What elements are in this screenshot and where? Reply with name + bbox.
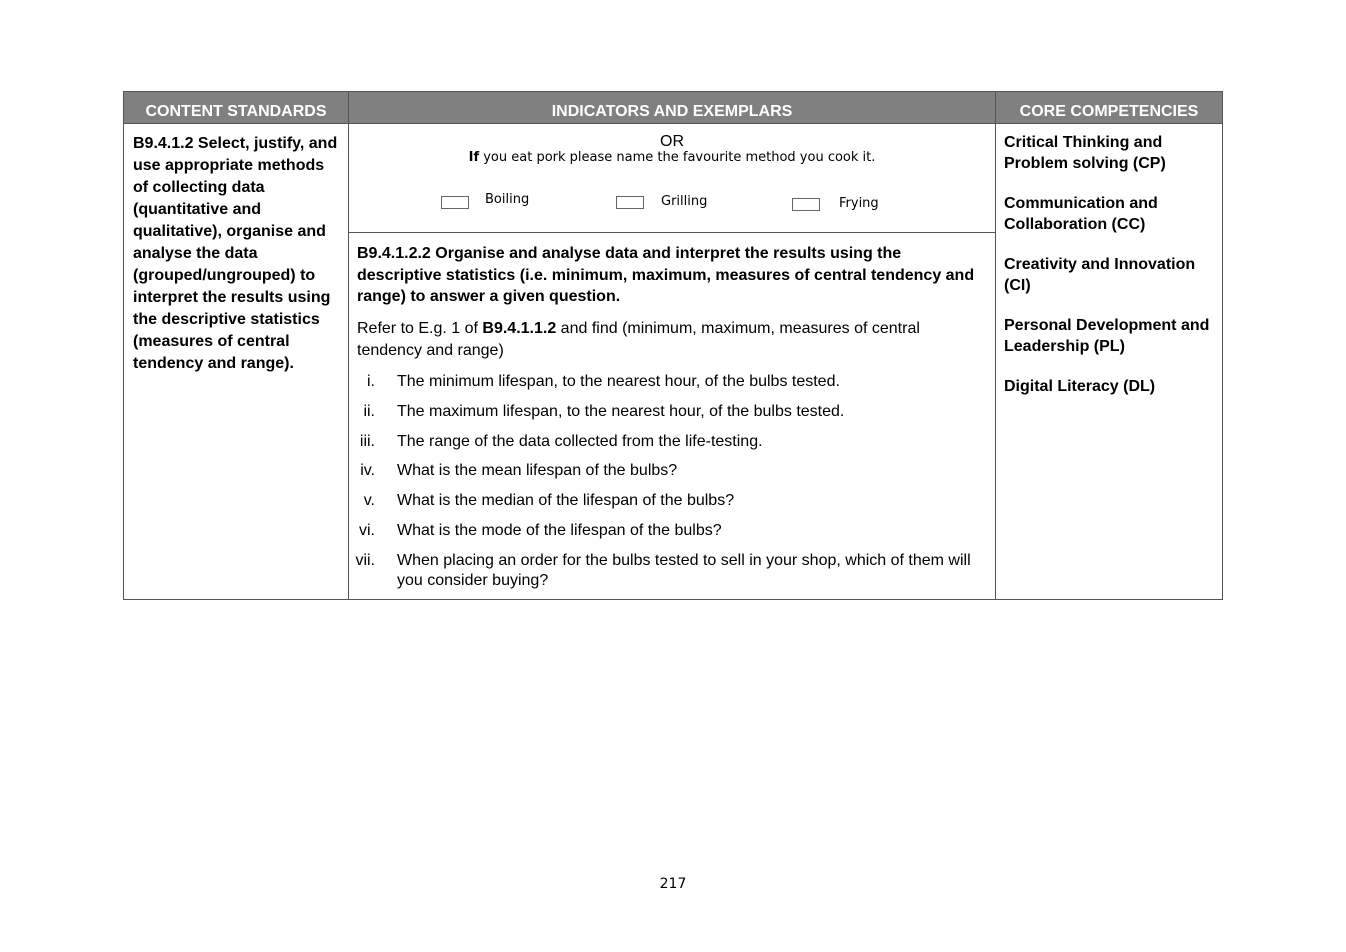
competency-item: Personal Development and Leadership (PL) [1004, 317, 1210, 355]
grilling-checkbox[interactable] [616, 196, 644, 209]
indicator-title: B9.4.1.2.2 Organise and analyse data and interpret the results using the descriptive statistics (i.e. minimum, maximum, measures of central tendency and range) to answer a given question. [357, 245, 975, 305]
list-item: The range of the data collected from the life-testing. [397, 433, 763, 450]
or-text: OR [660, 133, 684, 150]
header-indicators: INDICATORS AND EXEMPLARS [349, 92, 995, 123]
page-number: 217 [659, 876, 687, 892]
boiling-label: Boiling [485, 192, 530, 207]
header-content-standards: CONTENT STANDARDS [124, 92, 348, 123]
item-number: iii. [359, 433, 375, 450]
list-item: What is the mode of the lifespan of the bulbs? [397, 522, 722, 539]
list-item: The minimum lifespan, to the nearest hour, of the bulbs tested. [397, 373, 840, 390]
competencies-list [1004, 133, 1219, 418]
curriculum-table [123, 91, 1223, 600]
item-number: iv. [360, 462, 375, 479]
frying-label: Frying [839, 196, 879, 211]
content-standard-text: B9.4.1.2 Select, justify, and use appropriate methods of collecting data (quantitative and qualitative), organise and analyse the data (grouped/ungrouped) to interpret the results using the descriptive statistics (measures of central tendency and range). [133, 135, 338, 372]
item-number: ii. [363, 403, 375, 420]
indicator-refer-text: Refer to E.g. 1 of B9.4.1.1.2 and find (minimum, maximum, measures of central tendency and range) [357, 320, 920, 359]
list-item: What is the mean lifespan of the bulbs? [397, 462, 678, 479]
header-core-competencies: CORE COMPETENCIES [996, 92, 1222, 123]
row-divider [349, 232, 995, 233]
header-divider [124, 123, 1222, 124]
grilling-label: Grilling [661, 194, 708, 209]
competency-item: Communication and Collaboration (CC) [1004, 195, 1158, 233]
list-item: The maximum lifespan, to the nearest hour, of the bulbs tested. [397, 403, 845, 420]
item-number: vi. [359, 522, 375, 539]
list-item: What is the median of the lifespan of the bulbs? [397, 492, 735, 509]
frying-checkbox[interactable] [792, 198, 820, 211]
competency-item: Digital Literacy (DL) [1004, 378, 1156, 395]
competency-item: Critical Thinking and Problem solving (CP) [1004, 134, 1166, 172]
competency-item: Creativity and Innovation (CI) [1004, 256, 1196, 294]
column-divider [995, 92, 996, 599]
item-number: vii. [355, 552, 375, 569]
item-number: v. [363, 492, 375, 509]
list-item: When placing an order for the bulbs tested to sell in your shop, which of them will you consider buying? [397, 552, 971, 589]
exemplar-question: If you eat pork please name the favourite method you cook it. [468, 150, 876, 165]
boiling-checkbox[interactable] [441, 196, 469, 209]
item-number: i. [367, 373, 375, 390]
